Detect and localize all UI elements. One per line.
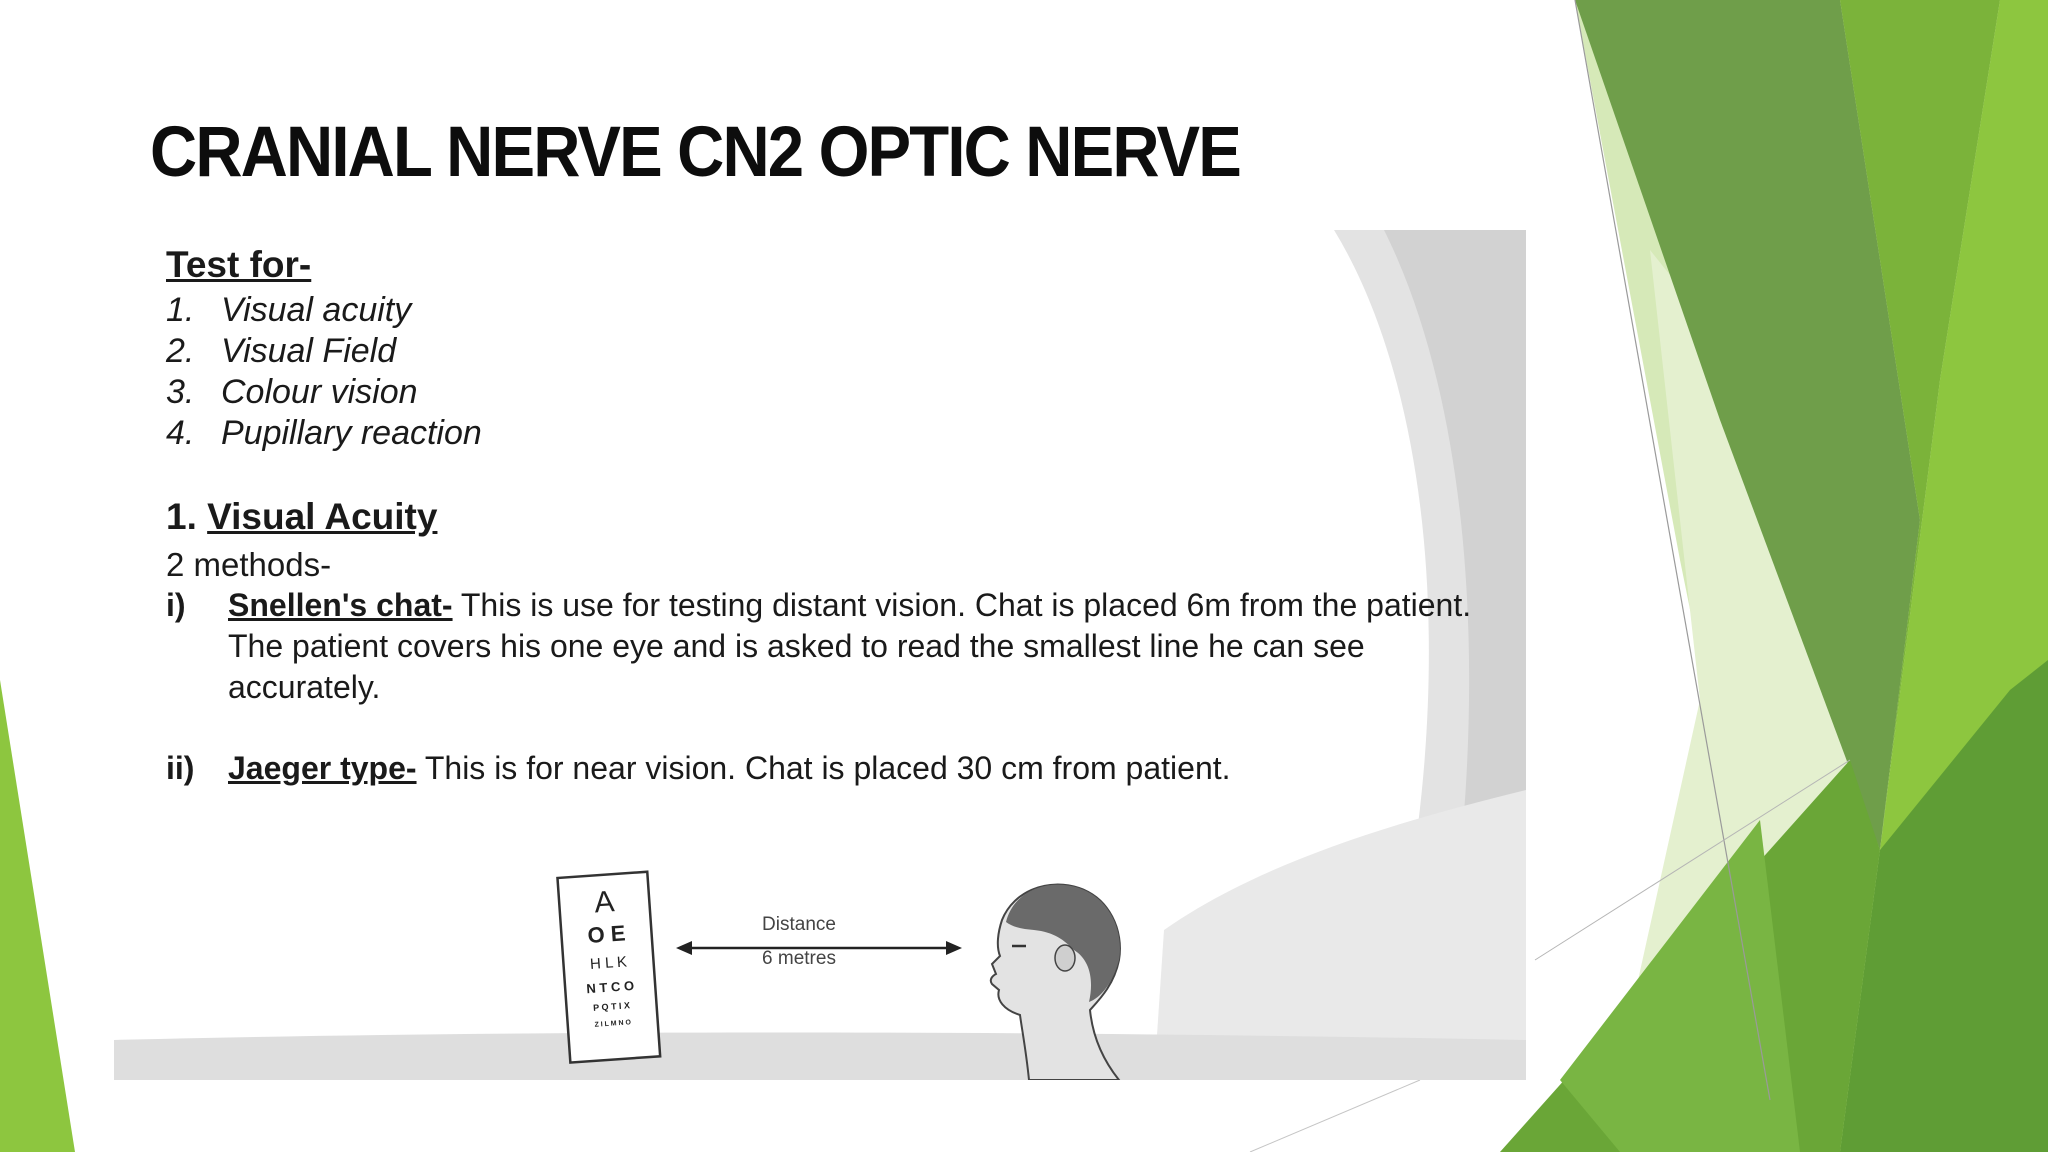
visual-acuity-number: 1. <box>166 496 197 537</box>
list-item-label: Pupillary reaction <box>221 414 482 452</box>
distance-value: 6 metres <box>762 948 836 969</box>
list-item-label: Colour vision <box>221 373 418 411</box>
method-body <box>228 748 1478 789</box>
chart-row: Z I L M N O <box>594 1019 632 1029</box>
method-term: Snellen's chat- <box>228 587 453 623</box>
arrow-head-left <box>676 941 692 955</box>
list-item <box>166 372 482 413</box>
chart-row: P Q T I X <box>592 1000 631 1013</box>
method-text: This is use for testing distant vision. Chat is placed 6m from the patient. The patient covers his one eye and is asked to read the smallest line he can see accurately. <box>228 587 1472 705</box>
content-image <box>114 230 1526 1080</box>
method-numeral: ii) <box>166 750 195 786</box>
arrow-head-right <box>946 941 962 955</box>
chart-row: H L K <box>589 953 628 973</box>
tests-list <box>166 290 482 454</box>
deco-line-c <box>1250 1080 1420 1152</box>
list-item-number: 4. <box>166 414 195 452</box>
chart-row: N T C O <box>585 977 635 997</box>
method-text: This is for near vision. Chat is placed 30 cm from patient. <box>416 750 1231 786</box>
list-item <box>166 290 482 331</box>
list-item <box>166 413 482 454</box>
patient-head <box>991 885 1120 1080</box>
list-item-number: 2. <box>166 332 195 370</box>
method-numeral: i) <box>166 587 186 623</box>
visual-acuity-title: Visual Acuity <box>207 496 438 537</box>
snellen-diagram <box>534 850 1134 1080</box>
method-body <box>228 585 1478 708</box>
page-title: CRANIAL NERVE CN2 OPTIC NERVE <box>150 113 1240 192</box>
visual-acuity-heading <box>166 496 437 538</box>
list-item-label: Visual acuity <box>221 291 412 329</box>
method-term: Jaeger type- <box>228 750 417 786</box>
eye-chart <box>557 872 660 1063</box>
methods-line: 2 methods- <box>166 546 332 583</box>
distance-label: Distance <box>762 914 836 935</box>
chart-row: A <box>593 885 616 920</box>
test-for-heading: Test for- <box>166 244 312 285</box>
list-item-label: Visual Field <box>221 332 397 370</box>
chart-row: O E <box>586 920 627 949</box>
list-item-number: 1. <box>166 291 195 329</box>
list-item <box>166 331 482 372</box>
left-accent-shape <box>0 680 75 1152</box>
list-item-number: 3. <box>166 373 195 411</box>
